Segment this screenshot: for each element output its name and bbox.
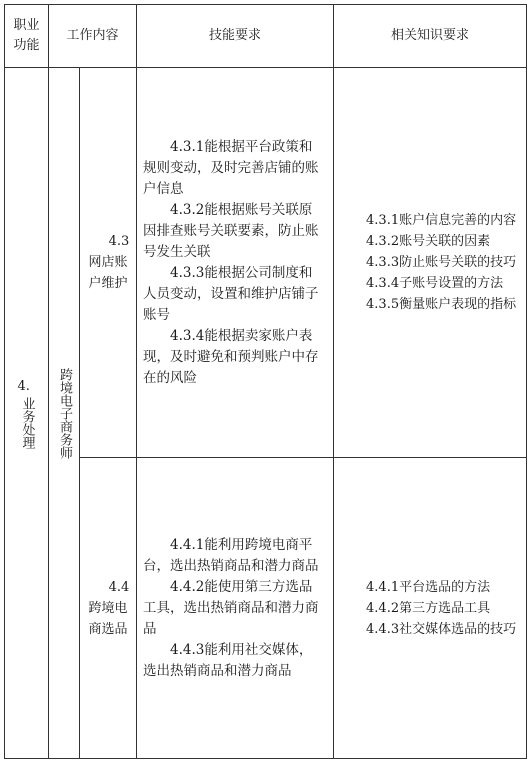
subsection-label-4-3 xyxy=(86,231,130,294)
subsection-number: 4.3 xyxy=(108,234,130,249)
header-knowledge-label: 相关知识要求 xyxy=(391,28,470,43)
subsection-name: 跨境电商选品 xyxy=(88,600,128,637)
category-number: 4. xyxy=(17,379,30,394)
skills-cell-4-3 xyxy=(137,68,334,458)
skill-item: 4.3.2能根据账号关联原因排查账号关联要素，防止账号发生关联 xyxy=(143,201,319,260)
knowledge-item: 4.4.1平台选品的方法 xyxy=(366,579,491,595)
header-skill xyxy=(137,5,334,68)
header-row xyxy=(5,5,527,68)
subsection-number: 4.4 xyxy=(108,579,130,595)
skill-item: 4.3.1能根据平台政策和规则变动，及时完善店铺的账户信息 xyxy=(143,138,319,197)
knowledge-item: 4.4.2第三方选品工具 xyxy=(366,600,491,616)
skill-item: 4.4.1能利用跨境电商平台，选出热销商品和潜力商品 xyxy=(143,536,319,574)
knowledge-cell-4-3 xyxy=(334,68,527,458)
subsection-cell-4-4 xyxy=(80,458,137,759)
job-title-cell xyxy=(49,68,80,759)
category-name: 业务处理 xyxy=(19,397,35,449)
header-skill-label: 技能要求 xyxy=(209,28,262,43)
skill-item: 4.3.3能根据公司制度和人员变动，设置和维护店铺子账号 xyxy=(143,264,319,323)
skill-item: 4.4.2能使用第三方选品工具，选出热销商品和潜力商品 xyxy=(143,578,319,637)
header-role xyxy=(5,5,49,68)
knowledge-item: 4.3.2账号关联的因素 xyxy=(366,234,491,249)
knowledge-item: 4.3.1账户信息完善的内容 xyxy=(366,213,517,228)
knowledge-item: 4.3.5衡量账户表现的指标 xyxy=(366,297,517,312)
knowledge-item: 4.3.3防止账号关联的技巧 xyxy=(366,255,517,270)
header-role-label: 职业功能 xyxy=(13,18,40,53)
skills-cell-4-4 xyxy=(137,458,334,759)
header-knowledge xyxy=(334,5,527,68)
subsection-label-4-4 xyxy=(86,577,130,640)
competency-table xyxy=(4,4,527,759)
subsection-name: 网店账户维护 xyxy=(88,255,128,291)
subsection-cell-4-3 xyxy=(80,68,137,458)
knowledge-cell-4-4 xyxy=(334,458,527,759)
category-cell xyxy=(5,68,49,759)
skill-item: 4.3.4能根据卖家账户表现，及时避免和预判账户中存在的风险 xyxy=(143,327,319,386)
job-title: 跨境电子商务师 xyxy=(57,367,72,459)
section-row-4-3 xyxy=(5,68,527,458)
knowledge-item: 4.4.3社交媒体选品的技巧 xyxy=(366,621,517,637)
skill-item: 4.4.3能利用社交媒体，选出热销商品和潜力商品 xyxy=(143,641,313,679)
section-row-4-4 xyxy=(5,458,527,759)
category-label xyxy=(18,377,36,449)
header-content xyxy=(49,5,137,68)
header-content-label: 工作内容 xyxy=(66,28,119,43)
knowledge-item: 4.3.4子账号设置的方法 xyxy=(366,276,504,291)
